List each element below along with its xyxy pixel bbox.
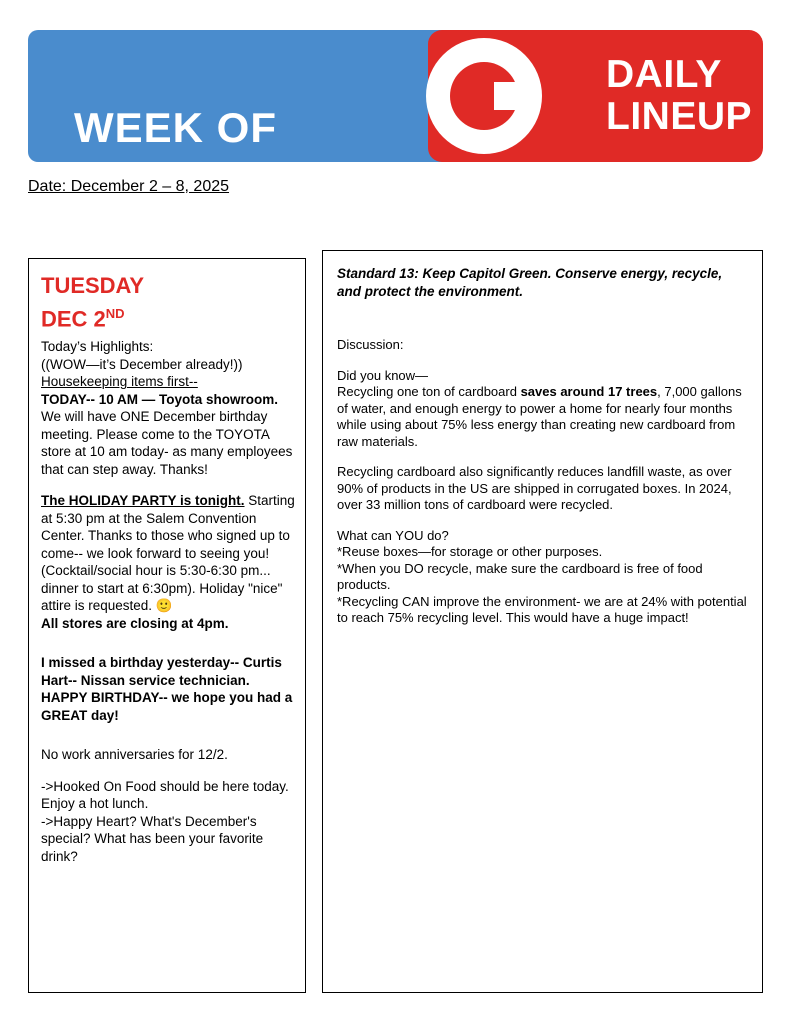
fact-post: , 7,000 gallons of water, and enough energy to power a home for nearly four months while using about 75% less energy than creating new cardboard from raw materials. <box>337 384 742 449</box>
holiday-party-paragraph <box>41 492 295 615</box>
today-meeting-paragraph <box>41 391 295 479</box>
date-line: Date: December 2 – 8, 2025 <box>28 178 230 195</box>
discussion-label: Discussion: <box>337 337 404 352</box>
day-date-title <box>41 301 295 332</box>
did-you-know-label: Did you know— <box>337 367 429 383</box>
holiday-party-rest: Starting at 5:30 pm at the Salem Convention Center. Thanks to those who signed up to come-- we look forward to seeing you! (Cocktail/social hour is 5:30-6:30 pm... dinner to start at 6:30pm). Holiday "nice" attire is requested. <box>41 493 295 614</box>
housekeeping-label <box>41 373 295 391</box>
highlights-label: Today’s Highlights: <box>41 339 154 355</box>
spacer-r3 <box>337 450 748 464</box>
week-of-label: WEEK OF <box>74 104 277 151</box>
standard-heading: Standard 13: Keep Capitol Green. Conserve energy, recycle, and protect the environment. <box>337 266 723 299</box>
smiley-icon: 🙂 <box>155 598 173 614</box>
day-of-week-title: TUESDAY <box>41 273 145 298</box>
spacer-4 <box>41 764 295 778</box>
fact-pre: Recycling one ton of cardboard <box>337 384 521 399</box>
fact-bold: saves around 17 trees <box>520 384 658 399</box>
fact-paragraph <box>337 384 748 450</box>
brand-title <box>606 54 752 138</box>
today-meeting-bold: TODAY-- 10 AM — Toyota showroom. <box>41 391 279 407</box>
right-column-body <box>337 337 748 627</box>
holiday-party-bold <box>41 493 245 508</box>
spacer-r1 <box>337 301 748 323</box>
what-can-you-do-label: What can YOU do? <box>337 527 449 543</box>
bullet-recycling-rate: *Recycling CAN improve the environment- we are at 24% with potential to reach 75% recycling level. This would have a huge impact! <box>337 593 747 625</box>
spacer-r2 <box>337 354 748 368</box>
birthday-block <box>41 654 295 724</box>
landfill-paragraph: Recycling cardboard also significantly reduces landfill waste, as over 90% of products in the US are shipped in corrugated boxes. In 2024, over 33 million tons of cardboard were recycled. <box>337 464 732 512</box>
housekeeping-label-text: Housekeeping items first-- <box>41 374 198 390</box>
today-meeting-rest: We will have ONE December birthday meeting. Please come to the TOYOTA store at 10 am today- as many employees that can step away. Thanks! <box>41 409 293 477</box>
happy-heart-line: ->Happy Heart? What's December's special? What has been your favorite drink? <box>41 813 264 864</box>
holiday-party-bold-text: The HOLIDAY PARTY is tonight. <box>41 493 245 509</box>
header-banner <box>28 30 763 162</box>
spacer-r4 <box>337 514 748 528</box>
day-date-suffix: ND <box>105 306 125 321</box>
day-date-main: DEC 2 <box>41 306 106 332</box>
spacer-3 <box>41 724 295 746</box>
birthday-block-text: I missed a birthday yesterday-- Curtis Hart-- Nissan service technician. HAPPY BIRTHDAY-- we hope you had a GREAT day! <box>41 655 293 723</box>
stores-closing-line <box>41 615 295 633</box>
left-column-body <box>41 338 295 865</box>
brand-title-line2: LINEUP <box>606 95 753 138</box>
spacer-r1b <box>337 323 748 337</box>
spacer-1 <box>41 478 295 492</box>
brand-title-line1: DAILY <box>606 53 722 96</box>
banner-logo-cut <box>494 82 536 110</box>
bullet-food-free: *When you DO recycle, make sure the cardboard is free of food products. <box>337 560 703 592</box>
bullet-reuse-boxes: *Reuse boxes—for storage or other purposes. <box>337 544 603 559</box>
left-column-panel <box>28 258 306 993</box>
stores-closing-text: All stores are closing at 4pm. <box>41 615 229 631</box>
wow-line: ((WOW—it’s December already!)) <box>41 356 243 372</box>
anniversaries-line: No work anniversaries for 12/2. <box>41 747 228 763</box>
spacer-2 <box>41 632 295 654</box>
food-line: ->Hooked On Food should be here today. Enjoy a hot lunch. <box>41 778 289 812</box>
right-column-panel <box>322 250 763 993</box>
